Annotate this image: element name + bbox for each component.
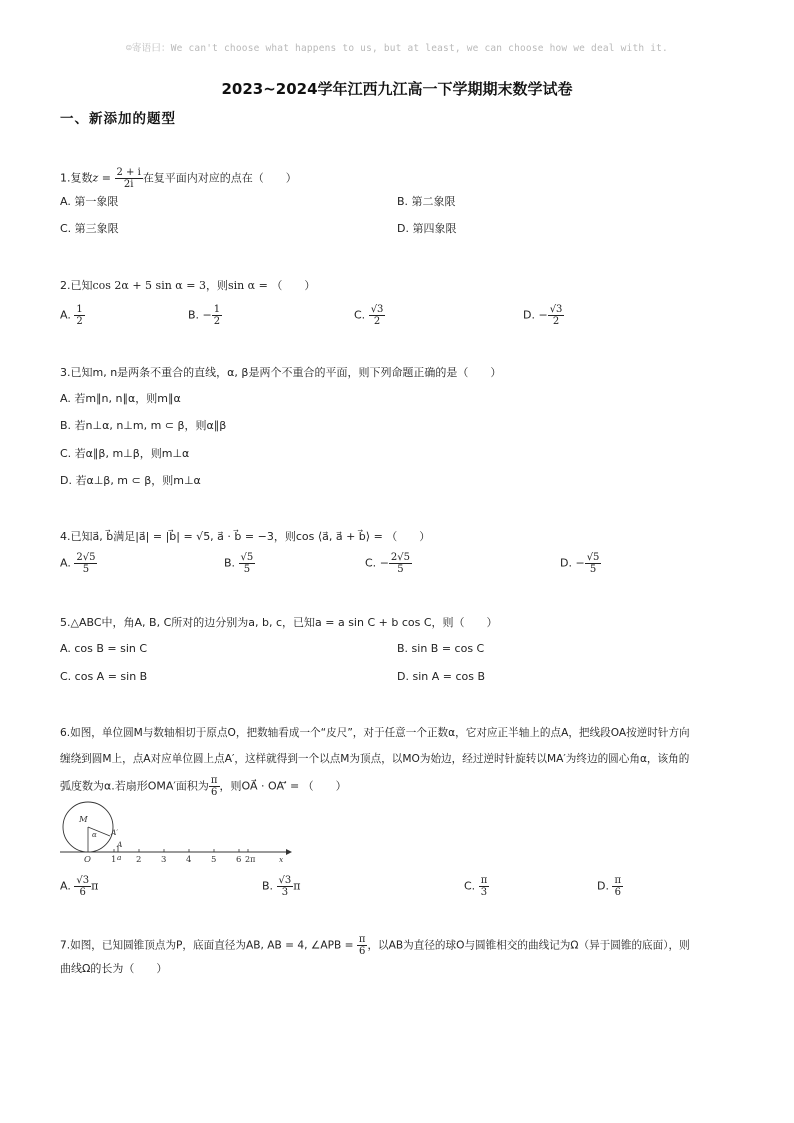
q6-b-frac — [277, 875, 294, 898]
question-7-line-1 — [60, 934, 690, 957]
q2-a-frac — [74, 304, 84, 327]
q2-a-label: A. — [60, 308, 71, 322]
q4-c-label: C. — [365, 556, 377, 570]
fig-label-alpha: α — [92, 831, 97, 839]
q4-b-label: B. — [224, 556, 236, 570]
q6-c-den: 3 — [480, 887, 488, 898]
q5-option-a[interactable]: A. cos B = sin C — [60, 642, 148, 655]
q2-c-label: C. — [354, 308, 366, 322]
question-6-line-3 — [60, 775, 347, 798]
q4-b-num: √5 — [240, 552, 254, 563]
q6-b-label: B. — [262, 879, 274, 893]
question-5-stem: 5.△ABC中，角A, B, C所对的边分别为a, b, c，已知a = a sin C + b cos C，则（ ） — [60, 616, 498, 629]
q1-tail: 在复平面内对应的点在（ ） — [142, 171, 297, 185]
q7-num: π — [358, 934, 366, 945]
question-7-line-2: 曲线Ω的长为（ ） — [60, 962, 168, 975]
question-6-line-1: 6.如图，单位圆M与数轴相切于原点O，把数轴看成一个“皮尺”，对于任意一个正数α，它对应正半轴上的点A，把线段OA按逆时针方向 — [60, 727, 690, 739]
q2-b-den: 2 — [213, 316, 221, 327]
q2-option-c[interactable] — [354, 304, 385, 327]
q1-option-b[interactable]: B. 第二象限 — [397, 195, 456, 208]
fig-label-m: M — [79, 815, 88, 825]
q6-c-label: C. — [464, 879, 476, 893]
axis-ticks — [114, 846, 248, 852]
q6-option-b[interactable] — [262, 875, 301, 898]
q4-a-label: A. — [60, 556, 71, 570]
q2-a-den: 2 — [76, 316, 83, 327]
q4-option-d[interactable] — [560, 552, 601, 575]
q6-fraction — [209, 775, 220, 798]
q5-option-b[interactable]: B. sin B = cos C — [397, 642, 485, 655]
fig-label-x: x — [279, 855, 284, 864]
q2-d-sign: − — [538, 308, 548, 322]
q2-d-label: D. — [523, 308, 535, 322]
fig-tick-label-6: 6 — [236, 855, 242, 865]
q2-b-label: B. — [188, 308, 200, 322]
q4-d-sign: − — [575, 556, 585, 570]
q4-option-b[interactable] — [224, 552, 255, 575]
axis-arrow — [286, 849, 292, 855]
q6-a-frac — [74, 875, 91, 898]
q4-d-den: 5 — [589, 564, 597, 575]
q6-a-num: √3 — [76, 875, 90, 886]
q2-lead: 2.已知 — [60, 279, 93, 292]
fig-tick-label-4: 4 — [186, 855, 192, 865]
q2-option-b[interactable] — [188, 304, 222, 327]
fig-tick-label-2: 2 — [136, 855, 142, 865]
q2-expr2: sin α = — [227, 279, 272, 292]
q4-c-sign: − — [379, 556, 389, 570]
q2-b-frac — [212, 304, 222, 327]
q4-a-den: 5 — [82, 564, 90, 575]
q6-option-c[interactable] — [464, 875, 489, 898]
q6-num: π — [210, 775, 218, 786]
q6-c-num: π — [480, 875, 488, 886]
fig-label-o: O — [84, 855, 91, 865]
q6-c-frac — [479, 875, 490, 898]
q1-num: 2 + i — [116, 167, 141, 178]
motto-watermark: ☺寄语曰：We can't choose what happens to us, but at least, we can choose how we deal with it. — [126, 43, 668, 54]
page-title: 2023~2024学年江西九江高一下学期期末数学试卷 — [221, 80, 573, 98]
q5-option-d[interactable]: D. sin A = cos B — [397, 670, 486, 683]
q6-b-suffix: π — [293, 879, 301, 893]
q6-a-den: 6 — [79, 887, 86, 898]
q2-c-frac — [369, 304, 386, 327]
q4-d-num: √5 — [586, 552, 600, 563]
q4-b-frac — [239, 552, 256, 575]
q3-option-d[interactable]: D. 若α⊥β, m ⊂ β，则m⊥α — [60, 474, 201, 487]
q1-option-d[interactable]: D. 第四象限 — [397, 222, 457, 235]
q6-b-num: √3 — [278, 875, 292, 886]
q4-c-frac — [389, 552, 412, 575]
unit-circle-figure — [60, 798, 300, 866]
q4-b-den: 5 — [243, 564, 251, 575]
q6-d-den: 6 — [614, 887, 621, 898]
q2-mid: ，则 — [205, 279, 228, 292]
q7-fraction — [357, 934, 368, 957]
q1-den: 2i — [123, 179, 134, 190]
section-heading: 一、新添加的题型 — [60, 111, 176, 127]
fig-tick-label-5: 5 — [211, 855, 217, 865]
q4-option-a[interactable] — [60, 552, 97, 575]
q6-option-d[interactable] — [597, 875, 623, 898]
q6-line3a: 弧度数为α.若扇形OMA′面积为 — [60, 779, 209, 793]
q4-c-den: 5 — [397, 564, 404, 575]
q2-c-num: √3 — [370, 304, 384, 315]
q1-option-c[interactable]: C. 第三象限 — [60, 222, 119, 235]
fig-label-a: A — [117, 840, 123, 849]
question-4-stem: 4.已知a⃗, b⃗满足|a⃗| = |b⃗| = √5, a⃗ · b⃗ = −3，则cos ⟨a⃗, a⃗ + b⃗⟩ = （ ） — [60, 530, 431, 543]
q1-lead: 1.复数 — [60, 171, 93, 185]
q3-option-c[interactable]: C. 若α∥β, m⊥β，则m⊥α — [60, 447, 190, 460]
fig-label-aprime: A′ — [111, 828, 119, 837]
q2-tail: （ ） — [271, 279, 316, 292]
q1-fraction — [115, 167, 143, 190]
q6-a-suffix: π — [91, 879, 99, 893]
q4-option-c[interactable] — [365, 552, 412, 575]
fig-tick-label-1: 1 — [111, 855, 117, 865]
q4-d-frac — [585, 552, 602, 575]
q4-c-num: 2√5 — [390, 552, 411, 563]
q1-var: z = — [92, 171, 115, 185]
q2-b-sign: − — [202, 308, 212, 322]
q3-option-b[interactable]: B. 若n⊥α, n⊥m, m ⊂ β，则α∥β — [60, 419, 227, 432]
q6-d-frac — [612, 875, 623, 898]
q4-a-frac — [74, 552, 97, 575]
q2-c-den: 2 — [373, 316, 381, 327]
q3-option-a[interactable]: A. 若m∥n, n∥α，则m∥α — [60, 392, 181, 405]
q4-a-num: 2√5 — [76, 552, 96, 563]
question-6-line-2: 缠绕到圆M上，点A对应单位圆上点A′，这样就得到一个以点M为顶点，以MO为始边，经过逆时针旋转以MA′为终边的圆心角α，该角的 — [60, 753, 690, 765]
q2-d-den: 2 — [552, 316, 560, 327]
q2-b-num: 1 — [213, 304, 221, 315]
q7-line1b: ，以AB为直径的球O与圆锥相交的曲线记为Ω（异于圆锥的底面），则 — [367, 939, 690, 952]
q6-line3b: ，则OA⃗ · OA′⃗ = （ ） — [219, 779, 347, 793]
q7-line1a: 7.如图，已知圆锥顶点为P，底面直径为AB, AB = 4, ∠APB = — [60, 939, 357, 952]
q1-option-a[interactable]: A. 第一象限 — [60, 195, 119, 208]
q2-option-a[interactable] — [60, 304, 85, 327]
q6-den: 6 — [211, 787, 218, 798]
q2-d-num: √3 — [549, 304, 563, 315]
fig-label-a-lower: a — [117, 853, 122, 862]
question-1-stem — [60, 167, 297, 190]
question-2-stem — [60, 278, 315, 294]
q5-option-c[interactable]: C. cos A = sin B — [60, 670, 148, 683]
q6-d-label: D. — [597, 879, 609, 893]
q7-den: 6 — [358, 946, 366, 957]
q6-d-num: π — [614, 875, 622, 886]
q6-b-den: 3 — [281, 887, 289, 898]
question-3-stem: 3.已知m, n是两条不重合的直线，α, β是两个不重合的平面，则下列命题正确的是（ ） — [60, 366, 502, 379]
q2-option-d[interactable] — [523, 304, 564, 327]
q6-a-label: A. — [60, 879, 71, 893]
q2-d-frac — [548, 304, 565, 327]
fig-label-2pi: 2π — [245, 855, 256, 864]
q2-expr: cos 2α + 5 sin α = 3 — [92, 279, 206, 292]
q4-d-label: D. — [560, 556, 572, 570]
q2-a-num: 1 — [76, 304, 83, 315]
q6-option-a[interactable] — [60, 875, 98, 898]
fig-tick-label-3: 3 — [161, 855, 167, 865]
